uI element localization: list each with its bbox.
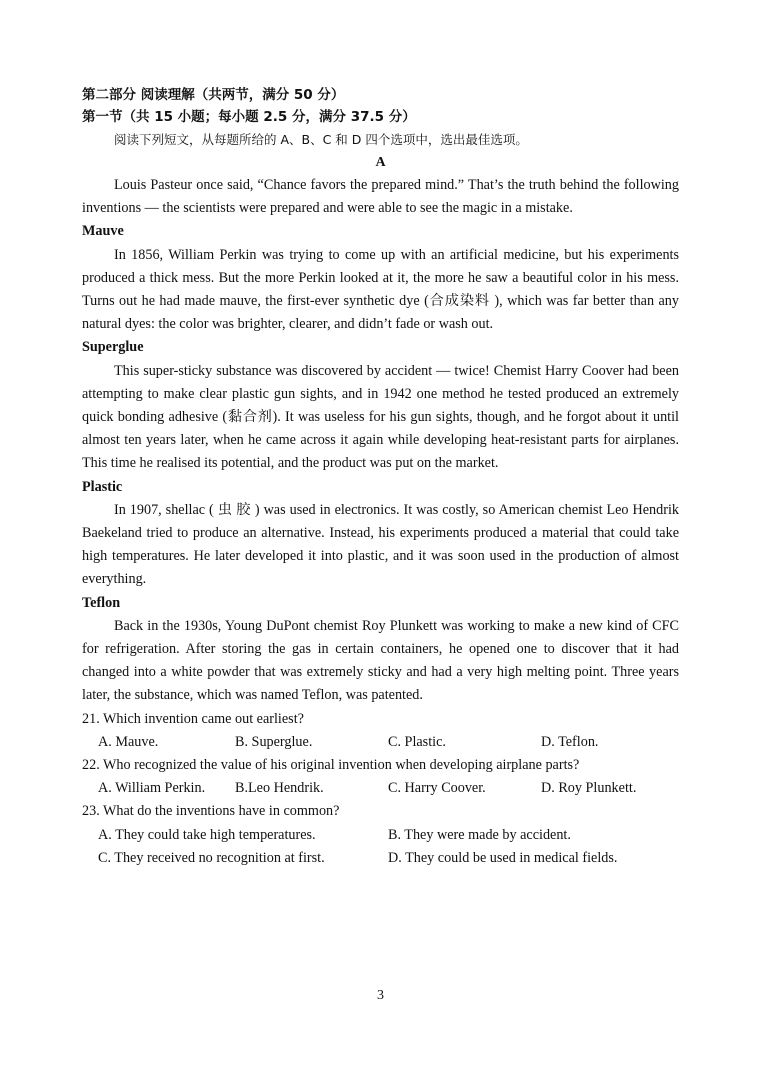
exam-page (82, 84, 679, 870)
options-21 (82, 731, 679, 754)
options-23-row2 (82, 847, 679, 870)
option-21-c: C. Plastic. (388, 733, 446, 750)
option-21-b: B. Superglue. (235, 733, 313, 750)
option-23-b: B. They were made by accident. (388, 826, 571, 843)
option-21-a: A. Mauve. (98, 733, 159, 750)
options-23-row1 (82, 824, 679, 847)
options-22 (82, 777, 679, 800)
question-22: 22. Who recognized the value of his original invention when developing airplane parts? (82, 757, 580, 774)
question-23: 23. What do the inventions have in common? (82, 803, 340, 820)
question-21: 21. Which invention came out earliest? (82, 710, 304, 727)
option-22-c: C. Harry Coover. (388, 780, 486, 797)
instruction: 阅读下列短文，从每题所给的 A、B、C 和 D 四个选项中，选出最佳选项。 (114, 132, 528, 147)
option-22-b: B.Leo Hendrik. (235, 780, 324, 797)
option-22-a: A. William Perkin. (98, 780, 206, 797)
part-title: 第二部分 阅读理解（共两节，满分 50 分） (82, 87, 345, 103)
heading-mauve: Mauve (82, 223, 124, 240)
option-23-d: D. They could be used in medical fields. (388, 849, 618, 866)
heading-superglue: Superglue (82, 339, 144, 356)
paragraph-superglue: This super-sticky substance was discovered by accident — twice! Chemist Harry Coover had been attempting to make clear plastic gun sights, and in 1942 one method he tested produced an extremely quick bonding adhesive (黏合剂). It was useless for his gun sights, though, and he forgot about it until almost ten years later, when he came across it again while developing heat-resistant parts for airplanes. This time he realised its potential, and the product was put on the market. (82, 362, 679, 472)
passage-label: A (375, 155, 386, 170)
intro-paragraph: Louis Pasteur once said, “Chance favors the prepared mind.” That’s the truth behind the following inventions — the scientists were prepared and were able to see the magic in a mistake. (82, 177, 679, 217)
option-21-d: D. Teflon. (541, 733, 599, 750)
paragraph-teflon: Back in the 1930s, Young DuPont chemist Roy Plunkett was working to make a new kind of CFC for refrigeration. After storing the gas in certain containers, he opened one to discover that it had changed into a white powder that was extremely sticky and had a very high melting point. Three years later, the substance, which was named Teflon, was patented. (82, 617, 679, 704)
paragraph-plastic: In 1907, shellac ( 虫 胶 ) was used in electronics. It was costly, so American chemist Leo Hendrik Baekeland tried to produce an alternative. Instead, his experiments produced a material that could take high temperatures. He later developed it into plastic, and it was soon used in the production of almost everything. (82, 501, 679, 588)
option-22-d: D. Roy Plunkett. (541, 780, 637, 797)
heading-teflon: Teflon (82, 594, 121, 611)
section-title: 第一节（共 15 小题；每小题 2.5 分，满分 37.5 分） (82, 109, 416, 125)
page-number: 3 (377, 988, 384, 1003)
option-23-a: A. They could take high temperatures. (98, 826, 316, 843)
option-23-c: C. They received no recognition at first. (98, 849, 325, 866)
heading-plastic: Plastic (82, 478, 123, 495)
paragraph-mauve: In 1856, William Perkin was trying to come up with an artificial medicine, but his experiments produced a thick mess. But the more Perkin looked at it, the more he saw a beautiful color in his mess. Turns out he had made mauve, the first-ever synthetic dye (合成染料 ), which was far better than any natural dyes: the color was brighter, clearer, and didn’t fade or wash out. (82, 246, 679, 333)
